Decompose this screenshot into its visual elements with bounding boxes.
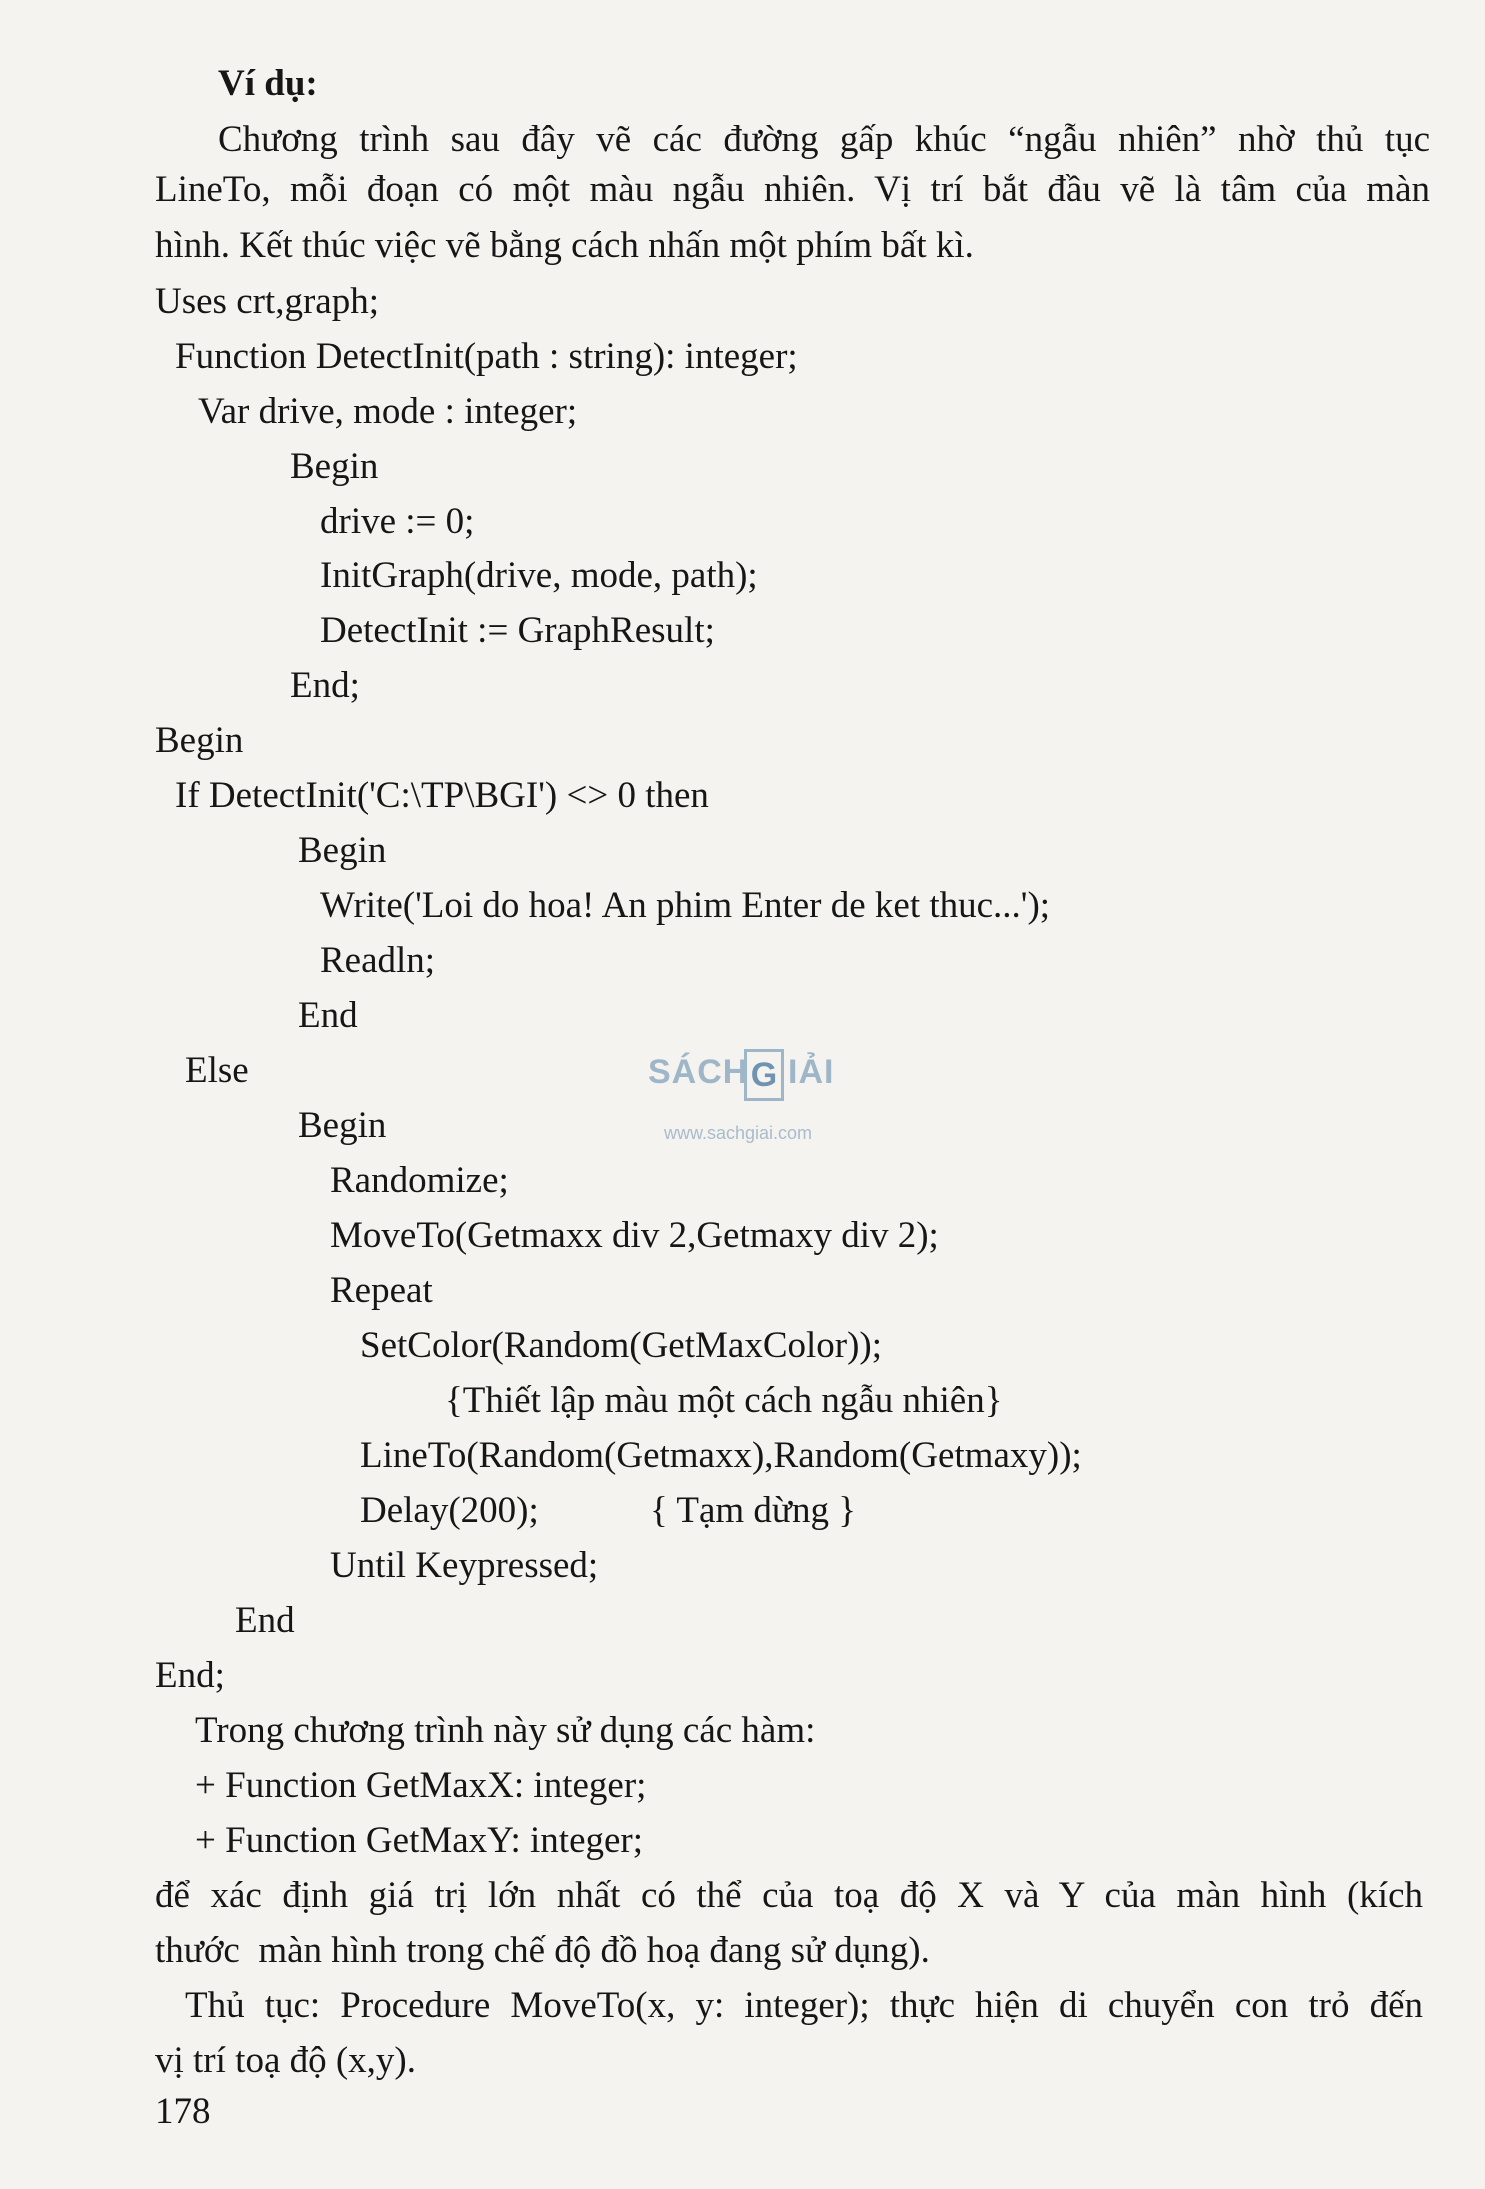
code-line: Uses crt,graph; [155,281,379,322]
code-line: End; [155,1655,225,1696]
watermark-logo [648,1053,868,1143]
code-line: DetectInit := GraphResult; [320,610,715,651]
code-line: End [298,995,358,1036]
code-line: MoveTo(Getmaxx div 2,Getmaxy div 2); [330,1215,939,1256]
watermark-brand-left: SÁCH [648,1053,749,1091]
watermark-url: www.sachgiai.com [664,1123,813,1143]
code-line: If DetectInit('C:\TP\BGI') <> 0 then [175,775,709,816]
code-line: End [235,1600,295,1641]
after-line-6: Thủ tục: Procedure MoveTo(x, y: integer); thực hiện di chuyển con trỏ đến [185,1985,1423,2026]
code-line: Var drive, mode : integer; [198,391,578,432]
after-line-1: Trong chương trình này sử dụng các hàm: [195,1710,816,1751]
after-line-2: + Function GetMaxX: integer; [195,1765,647,1806]
code-line: Function DetectInit(path : string): integer; [175,336,798,377]
code-line: Begin [298,830,387,871]
code-line: InitGraph(drive, mode, path); [320,555,758,596]
after-line-3: + Function GetMaxY: integer; [195,1820,644,1861]
code-line: Begin [298,1105,387,1146]
code-line: Begin [155,720,244,761]
code-line: drive := 0; [320,501,475,542]
code-line: Begin [290,446,379,487]
code-line: Delay(200); [360,1490,539,1531]
after-line-5: thước màn hình trong chế độ đồ hoạ đang sử dụng). [155,1930,930,1971]
code-line: Readln; [320,940,436,981]
intro-line-1: Chương trình sau đây vẽ các đường gấp khúc “ngẫu nhiên” nhờ thủ tục [218,119,1430,160]
intro-line-3: hình. Kết thúc việc vẽ bằng cách nhấn một phím bất kì. [155,225,974,266]
code-comment: { Tạm dừng } [650,1490,856,1531]
code-line: Else [185,1050,249,1091]
code-comment: {Thiết lập màu một cách ngẫu nhiên} [445,1380,1003,1421]
code-line: Write('Loi do hoa! An phim Enter de ket thuc...'); [320,885,1051,926]
page-number: 178 [155,2091,211,2132]
code-line: Randomize; [330,1160,509,1201]
code-line: Repeat [330,1270,433,1311]
code-line: Until Keypressed; [330,1545,599,1586]
after-line-4: để xác định giá trị lớn nhất có thể của toạ độ X và Y của màn hình (kích [155,1875,1423,1916]
watermark-brand-box: G [744,1049,784,1101]
example-heading: Ví dụ: [218,63,318,104]
code-line: LineTo(Random(Getmaxx),Random(Getmaxy)); [360,1435,1082,1476]
after-line-7: vị trí toạ độ (x,y). [155,2040,417,2081]
intro-line-2: LineTo, mỗi đoạn có một màu ngẫu nhiên. Vị trí bắt đầu vẽ là tâm của màn [155,169,1430,210]
watermark-brand-right: IẢI [788,1053,835,1091]
code-line: End; [290,665,360,706]
code-line: SetColor(Random(GetMaxColor)); [360,1325,883,1366]
